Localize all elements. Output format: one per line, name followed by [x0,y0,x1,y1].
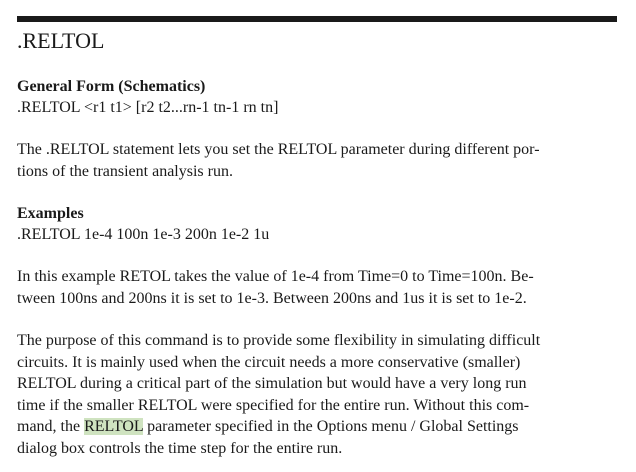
general-form-syntax: .RELTOL <r1 t1> [r2 t2...rn-1 tn-1 rn tn] [17,99,279,116]
description-line: tions of the transient analysis run. [17,162,233,180]
top-rule [17,16,617,22]
examples-code: .RELTOL 1e-4 100n 1e-3 200n 1e-2 1u [17,226,270,243]
example-explanation-paragraph [17,266,617,309]
document-page [17,16,617,459]
purpose-line-prefix: mand, the [17,418,85,435]
purpose-paragraph [17,330,617,459]
description-line: The .RELTOL statement lets you set the RELTOL parameter during different por- [17,141,540,158]
general-form-heading: General Form (Schematics) [17,78,206,95]
purpose-line-suffix: parameter specified in the Options menu / Global Settings [143,418,519,435]
search-highlight: RELTOL [84,418,144,435]
examples-heading: Examples [17,205,84,222]
purpose-line [17,416,617,438]
purpose-line: circuits. It is mainly used when the circuit needs a more conservative (smaller) [17,353,521,371]
explanation-line: In this example RETOL takes the value of 1e-4 from Time=0 to Time=100n. Be- [17,268,534,285]
page-title: .RELTOL [17,28,105,53]
purpose-line: dialog box controls the time step for the entire run. [17,439,343,457]
purpose-line: time if the smaller RELTOL were specified for the entire run. Without this com- [17,396,530,414]
purpose-line: The purpose of this command is to provide some flexibility in simulating difficult [17,332,541,349]
explanation-line: tween 100ns and 200ns it is set to 1e-3. Between 200ns and 1us it is set to 1e-2. [17,289,527,307]
description-paragraph [17,139,617,182]
purpose-line: RELTOL during a critical part of the simulation but would have a very long run [17,375,527,392]
